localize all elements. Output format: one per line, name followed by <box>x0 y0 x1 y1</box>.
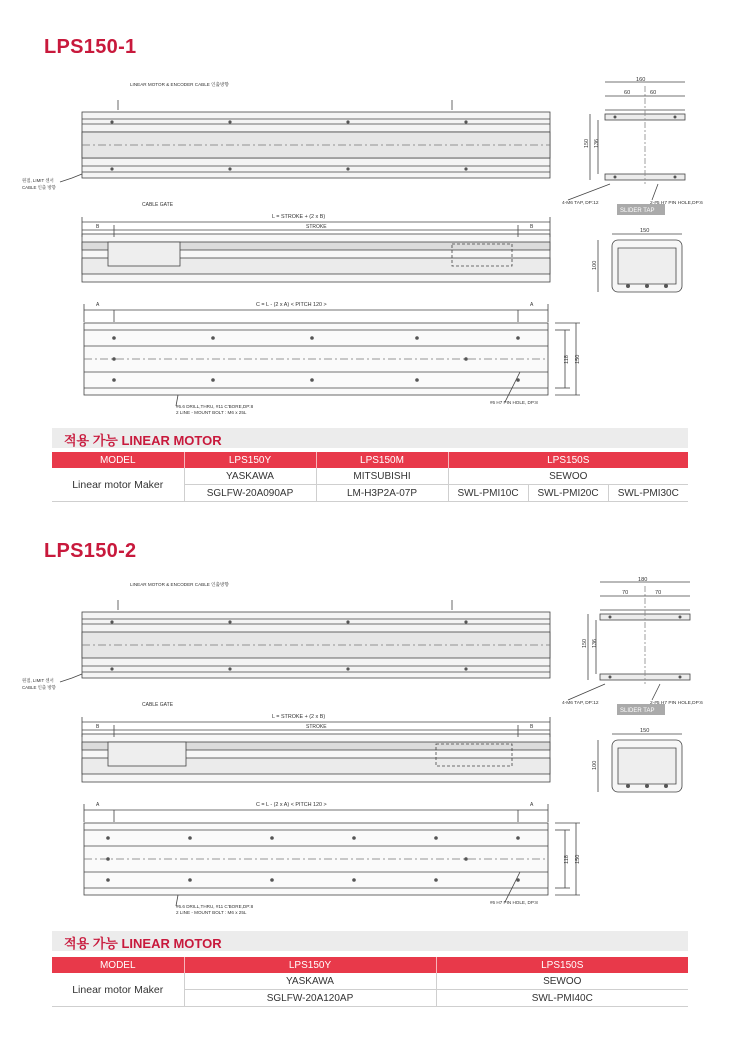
end-150: 150 <box>640 728 650 734</box>
band-title: 적용 가능 LINEAR MOTOR <box>64 433 222 448</box>
c-formula: C = L - (2 x A) < PITCH 120 > <box>256 302 327 308</box>
pin-note: #6 H7 PIN HOLE, DP:8 <box>490 400 538 405</box>
maker-cell: SEWOO <box>436 973 688 990</box>
top-width: 180 <box>638 577 648 583</box>
maker-cell: MITSUBISHI <box>316 468 448 485</box>
end-100: 100 <box>592 260 598 270</box>
cable-gate-label: CABLE GATE <box>142 702 174 708</box>
dim-150: 150 <box>575 854 581 864</box>
model-cell: SGLFW-20A120AP <box>184 990 436 1007</box>
top-sub-2: 60 <box>650 90 657 96</box>
dim-118: 118 <box>564 855 570 864</box>
table-header: LPS150Y <box>184 957 436 973</box>
table-header: LPS150S <box>448 452 688 468</box>
cable-gate-label: CABLE GATE <box>142 202 174 208</box>
side-136: 136 <box>592 639 598 648</box>
pin-hole-note: 2-#5 H7 PIN HOLE,DP:6 <box>650 201 703 206</box>
l-formula: L = STROKE + (2 x B) <box>272 714 326 720</box>
table-header: LPS150Y <box>184 452 316 468</box>
limit-label-2: CABLE 인출 방향 <box>22 685 56 690</box>
side-150: 150 <box>582 639 588 648</box>
b-left: B <box>96 724 100 730</box>
a-left: A <box>96 302 100 308</box>
model-cell: SWL-PMI20C <box>528 485 608 502</box>
maker-cell: YASKAWA <box>184 973 436 990</box>
drill-note-2: 2 LINE - MOUNT BOLT : M6 x 25L <box>176 910 247 915</box>
stroke-label: STROKE <box>306 224 327 230</box>
pin-hole-note: 2-#5 H7 PIN HOLE,DP:6 <box>650 701 703 706</box>
slider-tap-label: SLIDER TAP <box>620 708 655 714</box>
lps150-1-drawing <box>0 72 755 422</box>
l-formula: L = STROKE + (2 x B) <box>272 214 326 220</box>
model-cell: SWL-PMI30C <box>608 485 688 502</box>
table-header: LPS150M <box>316 452 448 468</box>
band-title: 적용 가능 LINEAR MOTOR <box>64 936 222 951</box>
section-title: LPS150-1 <box>44 36 137 58</box>
top-sub-1: 70 <box>622 590 629 596</box>
slider-tap-label: SLIDER TAP <box>620 208 655 214</box>
b-right: B <box>530 224 534 230</box>
a-right: A <box>530 802 534 808</box>
dim-150: 150 <box>575 354 581 364</box>
side-136: 136 <box>594 139 600 148</box>
maker-cell: YASKAWA <box>184 468 316 485</box>
model-cell: LM-H3P2A-07P <box>316 485 448 502</box>
top-width: 160 <box>636 77 646 83</box>
a-left: A <box>96 802 100 808</box>
tap-note: 4-M6 TAP, DP:12 <box>562 201 599 206</box>
b-right: B <box>530 724 534 730</box>
pin-note: #6 H7 PIN HOLE, DP:8 <box>490 900 538 905</box>
stroke-label: STROKE <box>306 724 327 730</box>
row-label: Linear motor Maker <box>52 468 184 502</box>
lps150-2-drawing <box>0 572 755 922</box>
tap-note: 4-M6 TAP, DP:12 <box>562 701 599 706</box>
maker-cell: SEWOO <box>448 468 688 485</box>
cable-direction-label: LINEAR MOTOR & ENCODER CABLE 인출방향 <box>130 582 229 587</box>
section-title: LPS150-2 <box>44 540 137 562</box>
drill-note-2: 2 LINE - MOUNT BOLT : M6 x 25L <box>176 410 247 415</box>
top-sub-2: 70 <box>655 590 662 596</box>
table-header: LPS150S <box>436 957 688 973</box>
top-sub-1: 60 <box>624 90 631 96</box>
limit-label-1: 원점, LIMIT 센서 <box>22 178 54 183</box>
applicable-motor-band <box>52 931 688 951</box>
side-150: 150 <box>584 139 590 148</box>
drill-note-1: #6.6 DRILL,THRU, #11 C'BORE,DP:8 <box>176 904 254 909</box>
a-right: A <box>530 302 534 308</box>
limit-label-2: CABLE 인출 방향 <box>22 185 56 190</box>
cable-direction-label: LINEAR MOTOR & ENCODER CABLE 인출방향 <box>130 82 229 87</box>
end-100: 100 <box>592 760 598 770</box>
model-cell: SGLFW-20A090AP <box>184 485 316 502</box>
table-header-model: MODEL <box>52 957 184 973</box>
c-formula: C = L - (2 x A) < PITCH 120 > <box>256 802 327 808</box>
model-cell: SWL-PMI40C <box>436 990 688 1007</box>
dim-118: 118 <box>564 355 570 364</box>
drill-note-1: #6.6 DRILL,THRU, #11 C'BORE,DP:8 <box>176 404 254 409</box>
model-cell: SWL-PMI10C <box>448 485 528 502</box>
b-left: B <box>96 224 100 230</box>
applicable-motor-band <box>52 428 688 448</box>
end-150: 150 <box>640 228 650 234</box>
limit-label-1: 원점, LIMIT 센서 <box>22 678 54 683</box>
motor-spec-table <box>52 452 688 502</box>
row-label: Linear motor Maker <box>52 973 184 1007</box>
table-header-model: MODEL <box>52 452 184 468</box>
motor-spec-table <box>52 957 688 1007</box>
